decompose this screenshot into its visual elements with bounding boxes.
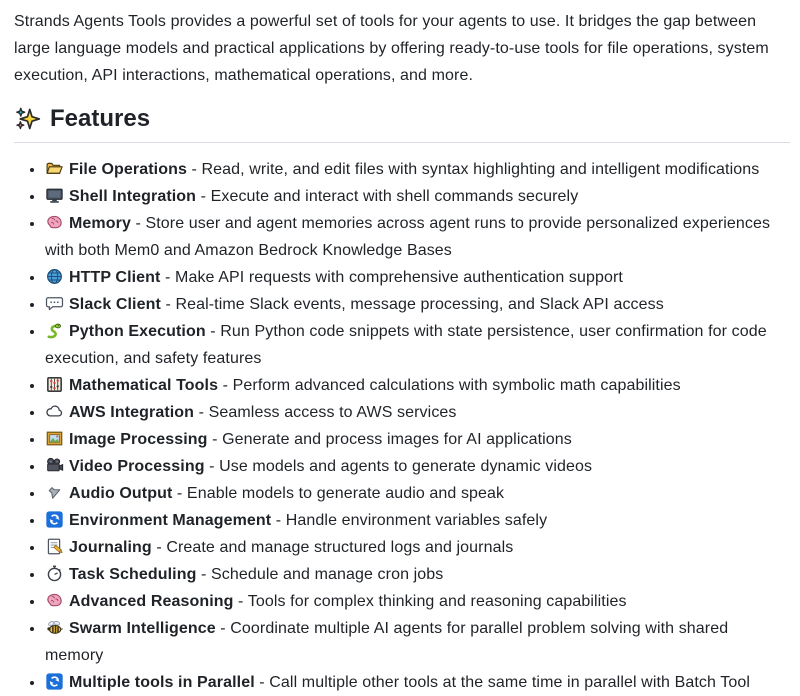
feature-description: Make API requests with comprehensive authentication support xyxy=(175,269,623,286)
feature-item xyxy=(45,318,790,372)
folder-icon xyxy=(45,159,64,178)
feature-separator: - xyxy=(186,161,202,178)
feature-description: Coordinate multiple AI agents for parallel problem solving with shared memory xyxy=(45,620,729,664)
feature-title: Video Processing xyxy=(69,458,205,475)
feature-description: Generate and process images for AI applications xyxy=(222,431,572,448)
feature-description: Enable models to generate audio and speak xyxy=(186,485,505,502)
feature-separator: - xyxy=(196,188,211,205)
feature-title: Mathematical Tools xyxy=(69,377,219,394)
abacus-icon xyxy=(45,375,64,394)
feature-item xyxy=(45,156,790,183)
feature-item xyxy=(45,507,790,534)
feature-item xyxy=(45,210,790,264)
feature-title: Advanced Reasoning xyxy=(69,593,234,610)
feature-description: Tools for complex thinking and reasoning capabilities xyxy=(247,593,627,610)
stopwatch-icon xyxy=(45,564,64,583)
feature-item xyxy=(45,183,790,210)
speech-balloon-icon xyxy=(45,294,64,313)
arrows-cycle-icon xyxy=(45,510,64,529)
feature-separator: - xyxy=(271,512,286,529)
feature-title: Memory xyxy=(69,215,131,232)
intro-paragraph: Strands Agents Tools provides a powerful set of tools for your agents to use. It bridges the gap between large language models and practical applications by offering ready-to-use tools for file operations, system execution, API interactions, mathematical operations, and more. xyxy=(14,13,769,84)
feature-separator: - xyxy=(160,296,176,313)
feature-item xyxy=(45,588,790,615)
features-heading-text: Features xyxy=(50,105,151,132)
feature-separator: - xyxy=(160,269,176,286)
feature-item xyxy=(45,264,790,291)
feature-description: Schedule and manage cron jobs xyxy=(210,566,444,583)
feature-separator: - xyxy=(215,620,231,637)
brain-icon xyxy=(45,213,64,232)
feature-title: Slack Client xyxy=(69,296,161,313)
feature-separator: - xyxy=(205,323,221,340)
feature-separator: - xyxy=(194,404,209,421)
desktop-computer-icon xyxy=(45,186,64,205)
arrows-cycle-icon xyxy=(45,672,64,691)
feature-description: Perform advanced calculations with symbolic math capabilities xyxy=(232,377,681,394)
feature-title: Environment Management xyxy=(69,512,272,529)
feature-title: Python Execution xyxy=(69,323,206,340)
feature-title: Image Processing xyxy=(69,431,208,448)
feature-item xyxy=(45,534,790,561)
feature-title: File Operations xyxy=(69,161,187,178)
feature-separator: - xyxy=(151,539,167,556)
memo-icon xyxy=(45,537,64,556)
feature-description: Create and manage structured logs and journals xyxy=(166,539,514,556)
feature-description: Seamless access to AWS services xyxy=(208,404,457,421)
sparkles-icon xyxy=(14,106,41,133)
framed-picture-icon xyxy=(45,429,64,448)
feature-item xyxy=(45,372,790,399)
feature-description: Store user and agent memories across agent runs to provide personalized experiences with both Mem0 and Amazon Bedrock Knowledge Bases xyxy=(45,215,771,259)
speaker-icon xyxy=(45,483,64,502)
features-list xyxy=(14,156,790,696)
globe-icon xyxy=(45,267,64,286)
feature-item xyxy=(45,453,790,480)
feature-title: AWS Integration xyxy=(69,404,195,421)
feature-title: Swarm Intelligence xyxy=(69,620,216,637)
feature-title: HTTP Client xyxy=(69,269,161,286)
feature-item xyxy=(45,561,790,588)
feature-separator: - xyxy=(218,377,233,394)
bee-icon xyxy=(45,618,64,637)
brain-icon xyxy=(45,591,64,610)
feature-separator: - xyxy=(233,593,248,610)
feature-description: Use models and agents to generate dynamic videos xyxy=(219,458,593,475)
feature-separator: - xyxy=(196,566,211,583)
feature-separator: - xyxy=(207,431,223,448)
feature-description: Read, write, and edit files with syntax highlighting and intelligent modifications xyxy=(201,161,760,178)
feature-title: Shell Integration xyxy=(69,188,197,205)
feature-title: Multiple tools in Parallel xyxy=(69,674,255,691)
snake-icon xyxy=(45,321,64,340)
feature-separator: - xyxy=(204,458,220,475)
feature-item xyxy=(45,426,790,453)
movie-camera-icon xyxy=(45,456,64,475)
feature-separator: - xyxy=(172,485,187,502)
feature-description: Handle environment variables safely xyxy=(285,512,548,529)
feature-item xyxy=(45,615,790,669)
cloud-icon xyxy=(45,402,64,421)
feature-separator: - xyxy=(254,674,270,691)
feature-item xyxy=(45,669,790,696)
feature-item xyxy=(45,399,790,426)
feature-title: Task Scheduling xyxy=(69,566,197,583)
features-heading xyxy=(14,104,790,143)
feature-item xyxy=(45,480,790,507)
feature-description: Run Python code snippets with state persistence, user confirmation for code execution, and safety features xyxy=(45,323,767,367)
feature-description: Execute and interact with shell commands securely xyxy=(210,188,579,205)
feature-item xyxy=(45,291,790,318)
feature-title: Audio Output xyxy=(69,485,173,502)
feature-title: Journaling xyxy=(69,539,152,556)
feature-description: Real-time Slack events, message processing, and Slack API access xyxy=(175,296,664,313)
feature-separator: - xyxy=(130,215,146,232)
feature-description: Call multiple other tools at the same time in parallel with Batch Tool xyxy=(269,674,750,691)
